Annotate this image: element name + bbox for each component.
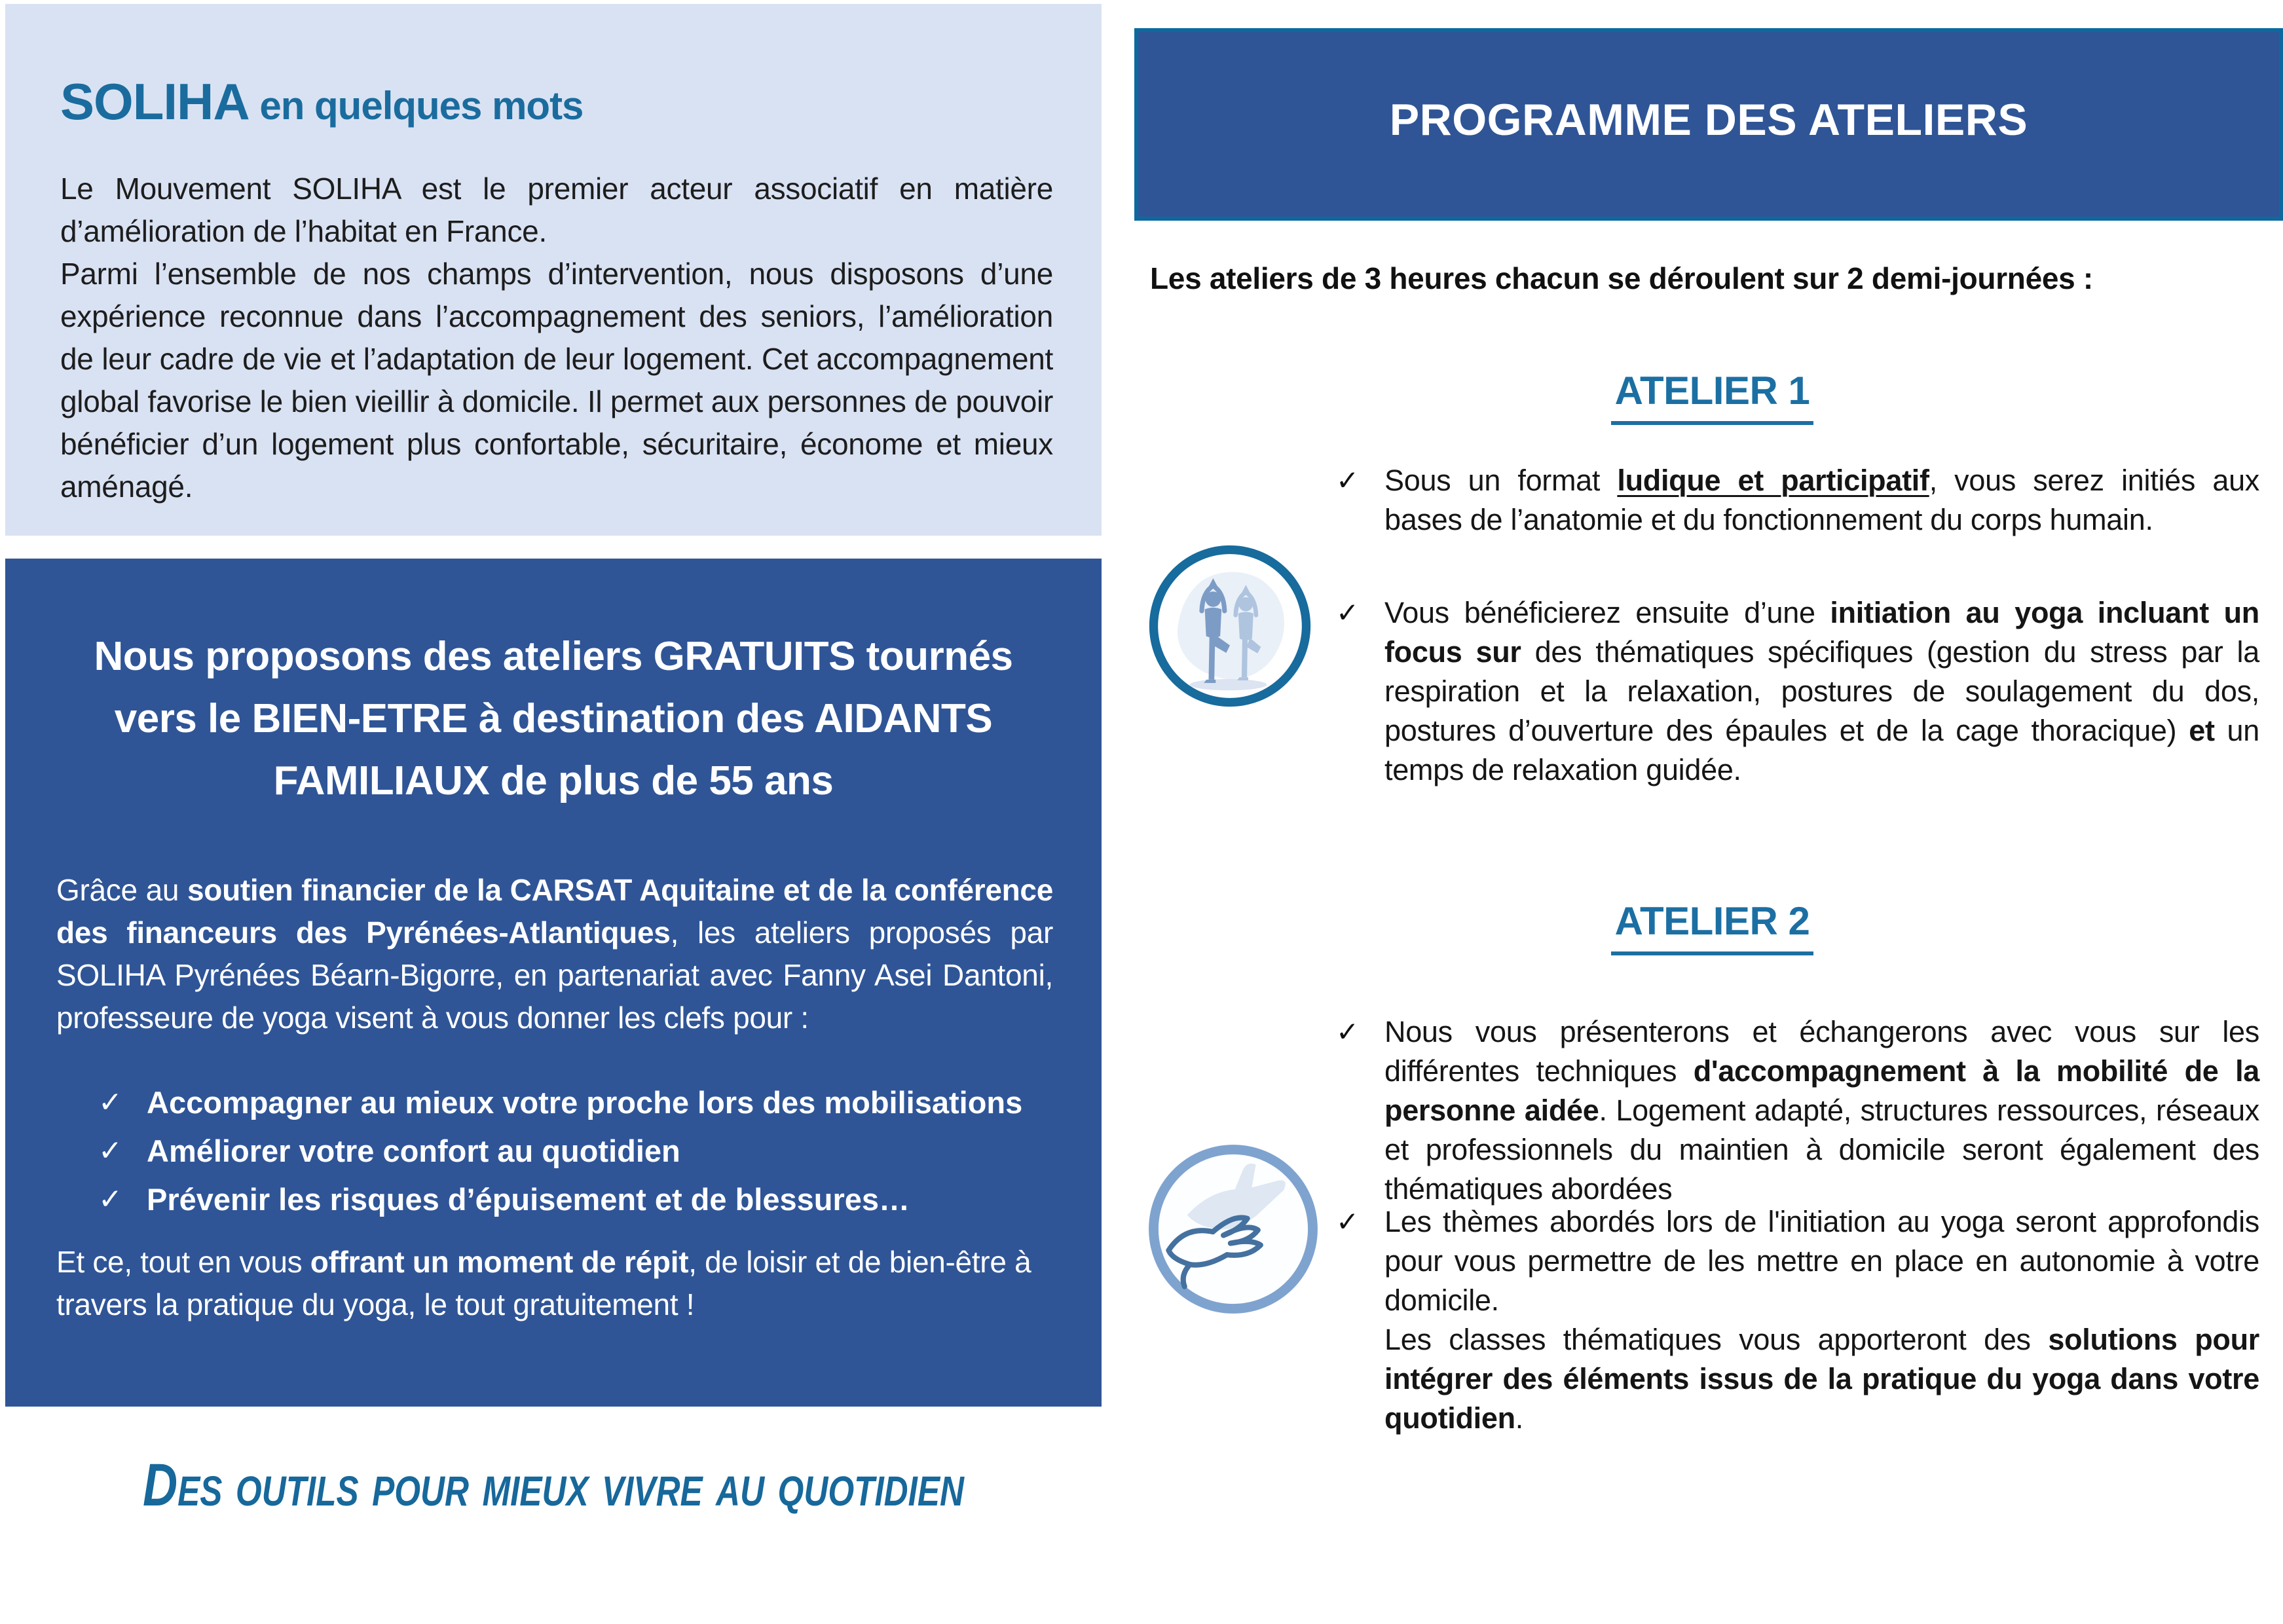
offer-intro: Grâce au soutien financier de la CARSAT Aquitaine et de la conférence des financeurs des Pyrénées-Atlantiques, les ateliers proposés par SOLIHA Pyrénées Béarn-Bigorre, en partenariat avec Fanny Asei Dantoni, professeure de yoga visent à vous donner les clefs pour : [56, 873, 1054, 1035]
check-icon: ✓ [1336, 464, 1360, 496]
about-paragraph-1: Le Mouvement SOLIHA est le premier acteur associatif en matière d’amélioration de l’habitat en France. [60, 172, 1053, 248]
atelier-2-title: ATELIER 2 [1611, 898, 1814, 955]
offer-closing: Et ce, tout en vous offrant un moment de répit, de loisir et de bien-être à travers la pratique du yoga, le tout gratuitement ! [56, 1245, 1031, 1321]
brand-name: SOLIHA [60, 73, 250, 130]
check-icon: ✓ [1336, 1016, 1360, 1048]
check-icon: ✓ [98, 1183, 122, 1216]
check-icon: ✓ [98, 1134, 122, 1168]
workshops-intro: Les ateliers de 3 heures chacun se déroulent sur 2 demi-journées : [1150, 261, 2093, 295]
bullet-text: Vous bénéficierez ensuite d’une initiation au yoga incluant un focus sur des thématiques spécifiques (gestion du stress par la respiration et la relaxation, postures de soulagement du dos, postures d’ouverture des épaules et de la cage thoracique) et un temps de relaxation guidée. [1384, 596, 2259, 786]
atelier-1-bullet-1 [1336, 461, 2259, 540]
about-paragraph-2: Parmi l’ensemble de nos champs d’intervention, nous disposons d’une expérience reconnue dans l’accompagnement des seniors, l’amélioration de leur cadre de vie et l’adaptation de leur logement. Cet accompagnement global favorise le bien vieillir à domicile. Il permet aux personnes de pouvoir bénéficier d’un logement plus confortable, sécuritaire, économe et mieux aménagé. [60, 257, 1053, 504]
bullet-paragraph: Les thèmes abordés lors de l'initiation au yoga seront approfondis pour vous permettre de les mettre en place en autonomie à votre domicile. [1384, 1205, 2259, 1317]
offer-heading-line-2: vers le BIEN-ETRE à destination des AIDANTS [114, 696, 993, 741]
bullet-text: Nous vous présenterons et échangerons avec vous sur les différentes techniques d'accompagnement à la mobilité de la personne aidée. Logement adapté, structures ressources, réseaux et professionnels du maintien à domicile seront également des thématiques abordées [1384, 1015, 2259, 1206]
checklist-item [98, 1079, 1054, 1127]
atelier-2-bullet-2 [1336, 1202, 2259, 1438]
checklist-item-label: Prévenir les risques d’épuisement et de blessures… [147, 1182, 910, 1217]
bullet-text: Sous un format ludique et participatif, vous serez initiés aux bases de l’anatomie et du fonctionnement du corps humain. [1384, 464, 2259, 536]
bullet-text [1384, 1202, 2259, 1438]
offer-panel [5, 559, 1102, 1407]
checklist-item-label: Accompagner au mieux votre proche lors des mobilisations [147, 1085, 1023, 1120]
atelier-1-title: ATELIER 1 [1611, 368, 1814, 425]
offer-heading [5, 625, 1102, 812]
about-title-suffix: en quelques mots [249, 84, 584, 128]
atelier-2-bullet-1 [1336, 1012, 2259, 1209]
caring-hands-icon [1145, 1141, 1322, 1318]
about-panel [5, 4, 1102, 536]
atelier-1-bullet-2 [1336, 593, 2259, 790]
program-header-title: PROGRAMME DES ATELIERS [1389, 95, 2028, 145]
offer-heading-line-1: Nous proposons des ateliers GRATUITS tournés [94, 634, 1013, 679]
yoga-figures-icon [1146, 542, 1314, 710]
about-title [60, 72, 583, 132]
checklist-item [98, 1127, 1054, 1175]
offer-heading-line-3: FAMILIAUX de plus de 55 ans [273, 758, 834, 803]
checklist-item-label: Améliorer votre confort au quotidien [147, 1134, 680, 1168]
program-header [1134, 28, 2283, 221]
checklist-item [98, 1175, 1054, 1224]
bullet-continuation: Les classes thématiques vous apporteront des solutions pour intégrer des éléments issus de la pratique du yoga dans votre quotidien. [1384, 1323, 2259, 1435]
check-icon: ✓ [98, 1086, 122, 1119]
check-icon: ✓ [1336, 1206, 1360, 1238]
offer-checklist [98, 1079, 1054, 1224]
tagline: Des outils pour mieux vivre au quotidien [143, 1452, 964, 1519]
check-icon: ✓ [1336, 597, 1360, 629]
atelier-1-section-title-row [1142, 368, 2283, 425]
atelier-2-section-title-row [1142, 898, 2283, 955]
